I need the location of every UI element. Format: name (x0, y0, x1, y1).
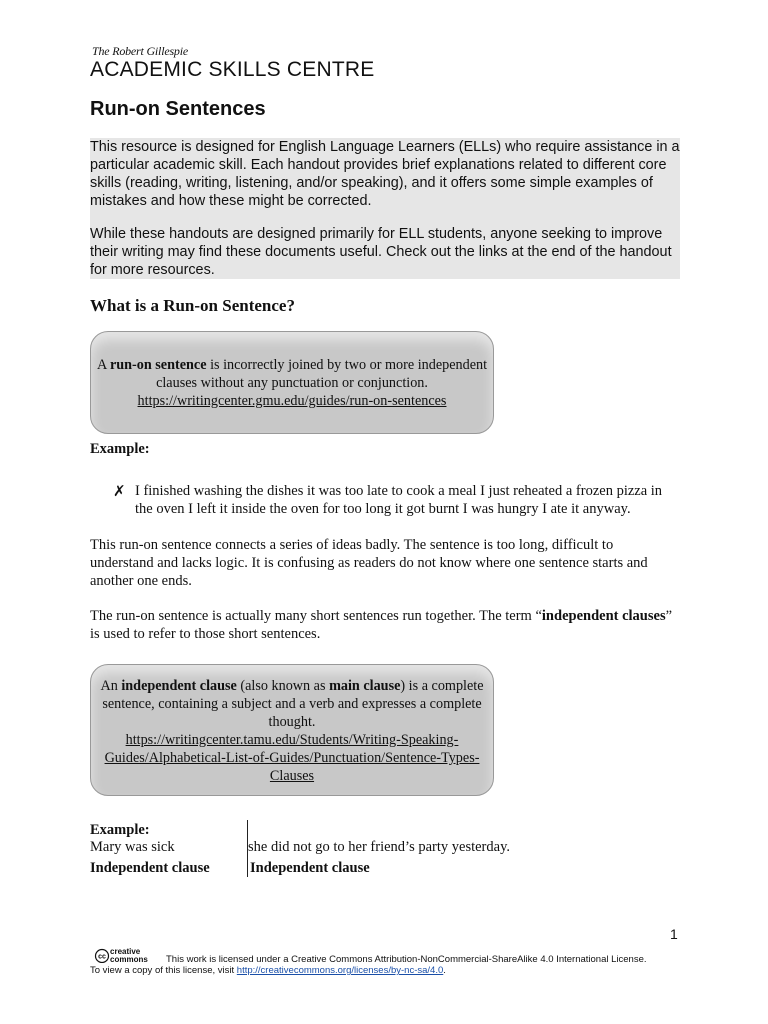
example-clause-left: Mary was sick (90, 839, 175, 855)
clause-label-left: Independent clause (90, 860, 210, 876)
section-heading: What is a Run-on Sentence? (90, 296, 295, 315)
logo-title: ACADEMIC SKILLS CENTRE (90, 58, 375, 81)
logo-subtitle: The Robert Gillespie (92, 44, 188, 58)
license-end: . (443, 965, 446, 976)
para-term: independent clauses (541, 608, 666, 624)
definition-link[interactable]: https://writingcenter.gmu.edu/guides/run-on-sentences (137, 393, 447, 409)
example-label-2: Example: (90, 822, 150, 838)
creative-commons-logo (94, 947, 164, 963)
example-sentence: I finished washing the dishes it was too late to cook a meal I just reheated a frozen pizza in the oven I left it inside the oven for too long it got burnt I was hungry I ate it anyway. (135, 483, 663, 517)
license-text: This work is licensed under a Creative Commons Attribution-NonCommercial-ShareAlike 4.0 International License. (166, 954, 647, 965)
explanation-paragraph-2 (90, 607, 680, 643)
page-number: 1 (670, 926, 678, 942)
license-link[interactable]: http://creativecommons.org/licenses/by-nc-sa/4.0 (236, 965, 444, 976)
intro-box (90, 138, 680, 279)
definition-box-run-on (90, 331, 494, 434)
svg-text:commons: commons (110, 955, 148, 963)
license-prefix: To view a copy of this license, visit (90, 965, 237, 976)
definition-prefix: A (96, 357, 110, 373)
definition-link[interactable]: https://writingcenter.tamu.edu/Students/Writing-Speaking-Guides/Alphabetical-List-of-Guides/Punctuation/Sentence-Types-Clauses (104, 732, 480, 784)
definition-term-2: main clause (329, 678, 401, 694)
page-title: Run-on Sentences (90, 98, 266, 120)
definition-box-independent-clause (90, 664, 494, 796)
example-clause-right: she did not go to her friend’s party yesterday. (248, 839, 511, 855)
intro-paragraph-1: This resource is designed for English Language Learners (ELLs) who require assistance in a particular academic skill. Each handout provides brief explanations related to different core skills (reading, writing, listening, and/or speaking), and it offers some simple examples of mistakes and how these might be corrected. (90, 139, 680, 209)
para-text-after: ” is used to refer to those short sentences. (90, 608, 673, 642)
cross-mark-icon: ✗ (113, 483, 126, 500)
intro-paragraph-2: While these handouts are designed primarily for ELL students, anyone seeking to improve their writing may find these documents useful. Check out the links at the end of the handout for more resources. (90, 226, 672, 278)
license-text-2 (90, 965, 446, 976)
definition-text: ) is a complete sentence, containing a subject and a verb and expresses a complete thought. (102, 678, 484, 730)
clause-label-right: Independent clause (250, 860, 370, 876)
definition-prefix: An (100, 678, 122, 694)
svg-text:creative: creative (110, 947, 141, 956)
definition-term: run-on sentence (109, 357, 207, 373)
definition-middle: (also known as (236, 678, 330, 694)
explanation-paragraph: This run-on sentence connects a series of ideas badly. The sentence is too long, difficult to understand and lacks logic. It is confusing as readers do not know where one sentence starts and another one ends. (90, 537, 648, 589)
definition-term: independent clause (121, 678, 237, 694)
example-label: Example: (90, 441, 150, 457)
svg-text:cc: cc (98, 953, 106, 961)
definition-text: is incorrectly joined by two or more independent clauses without any punctuation or conjunction. (156, 357, 488, 391)
para-text-before: The run-on sentence is actually many short sentences run together. The term “ (90, 608, 542, 624)
